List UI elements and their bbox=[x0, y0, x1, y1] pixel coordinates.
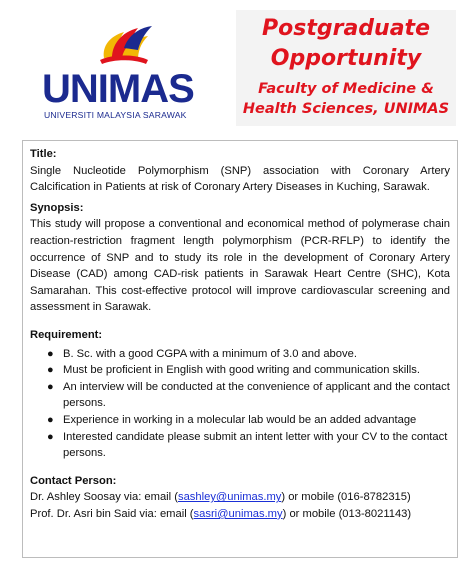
synopsis-label: Synopsis: bbox=[30, 201, 84, 214]
unimas-logo bbox=[40, 18, 210, 122]
document-body bbox=[30, 146, 450, 522]
title-text: Single Nucleotide Polymorphism (SNP) association with Coronary Artery Calcification in Patients at risk of Coronary Artery Diseases in Kuching, Sarawak. bbox=[30, 164, 450, 194]
contact-line-asri bbox=[30, 506, 450, 523]
requirement-list bbox=[30, 346, 450, 462]
email-link-sashley[interactable]: sashley@unimas.my bbox=[177, 491, 282, 504]
bullet-icon: ● bbox=[47, 364, 54, 377]
headline-line-2: Opportunity bbox=[270, 46, 422, 71]
contact-suffix: ) or mobile (013-8021143) bbox=[282, 507, 412, 520]
list-item bbox=[30, 346, 450, 363]
bullet-icon: ● bbox=[47, 347, 54, 360]
requirement-text: Must be proficient in English with good writing and communication skills. bbox=[63, 364, 420, 377]
list-item bbox=[30, 379, 450, 412]
logo-wordmark: UNIMAS bbox=[42, 67, 194, 111]
contact-label: Contact Person: bbox=[30, 474, 117, 487]
contact-line-ashley bbox=[30, 489, 450, 506]
email-link-sasri[interactable]: sasri@unimas.my bbox=[193, 507, 283, 520]
contact-prefix: Dr. Ashley Soosay via: email ( bbox=[30, 491, 178, 504]
list-item bbox=[30, 429, 450, 462]
requirement-text: An interview will be conducted at the convenience of applicant and the contact persons. bbox=[63, 380, 450, 410]
headline-line-1: Postgraduate bbox=[262, 16, 430, 41]
bullet-icon: ● bbox=[47, 413, 54, 426]
header bbox=[0, 0, 470, 138]
requirement-text: Interested candidate please submit an intent letter with your CV to the contact persons. bbox=[63, 430, 448, 460]
bullet-icon: ● bbox=[47, 430, 54, 443]
list-item bbox=[30, 362, 450, 379]
headline-line-3: Faculty of Medicine & bbox=[258, 81, 434, 97]
unimas-emblem-icon bbox=[100, 26, 152, 64]
requirement-text: Experience in working in a molecular lab would be an added advantage bbox=[63, 413, 417, 426]
requirement-label: Requirement: bbox=[30, 328, 103, 341]
headline-box bbox=[236, 10, 456, 126]
requirement-text: B. Sc. with a good CGPA with a minimum of 3.0 and above. bbox=[63, 347, 357, 360]
contact-suffix: ) or mobile (016-8782315) bbox=[281, 491, 411, 504]
title-label: Title: bbox=[30, 148, 57, 160]
logo-subtitle: UNIVERSITI MALAYSIA SARAWAK bbox=[44, 110, 187, 120]
synopsis-text: This study will propose a conventional and economical method of polymerase chain reaction-restriction fragment length polymorphism (PCR-RFLP) to identify the occurrence of SNP and to study its role in the development of Coronary Artery Disease (CAD) among CAD-risk patients in Sarawak Heart Centre (SHC), Kota Samarahan. This cost-effective protocol will improve cardiovascular screening and assessment in Sarawak. bbox=[30, 218, 450, 314]
bullet-icon: ● bbox=[47, 380, 54, 393]
list-item bbox=[30, 412, 450, 429]
headline-line-4: Health Sciences, UNIMAS bbox=[242, 101, 450, 117]
contact-prefix: Prof. Dr. Asri bin Said via: email ( bbox=[30, 507, 194, 520]
